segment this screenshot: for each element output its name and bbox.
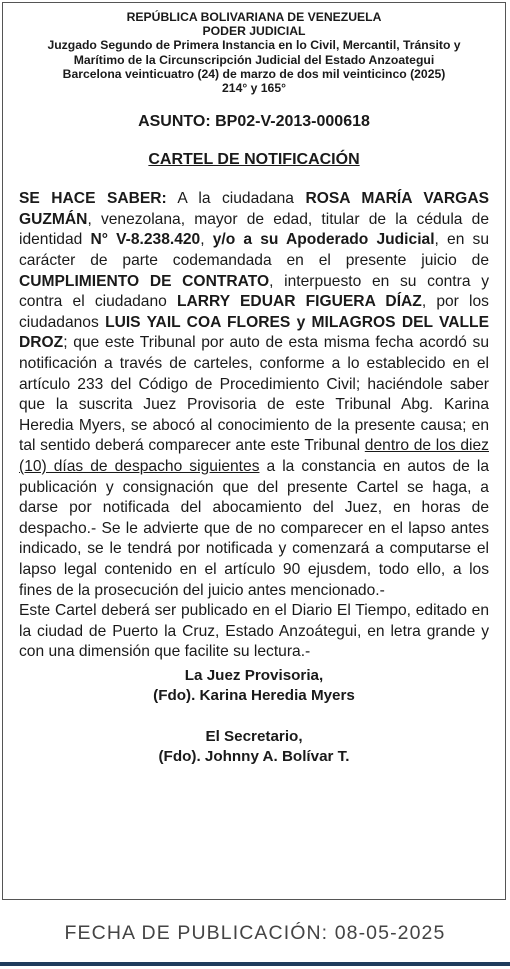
footer-rule xyxy=(0,962,510,966)
header-line-power: PODER JUDICIAL xyxy=(202,24,306,39)
publication-date: FECHA DE PUBLICACIÓN: 08-05-2025 xyxy=(64,922,446,944)
judge-name: (Fdo). Karina Heredia Myers xyxy=(153,687,355,705)
body-text-segment: , por los ciudadanos xyxy=(19,293,489,331)
document-title xyxy=(3,151,505,169)
header-line-jurisdiction: Marítimo de la Circunscripción Judicial del Estado Anzoategui xyxy=(73,52,435,67)
case-type: CUMPLIMIENTO DE CONTRATO xyxy=(19,272,270,290)
body-text-segment: , xyxy=(200,231,213,249)
body-text-segment: , venezolana, mayor de edad, titular de la cédula de identidad xyxy=(19,210,489,249)
lead-phrase: SE HACE SABER: xyxy=(19,190,167,208)
notification-notice xyxy=(2,2,506,900)
notice-body xyxy=(19,189,489,663)
deadline-phrase: dentro de los diez (10) días de despacho siguientes xyxy=(19,437,489,475)
secretary-signature xyxy=(3,727,505,768)
header-line-years: 214° y 165° xyxy=(222,81,286,96)
header-line-country: REPÚBLICA BOLIVARIANA DE VENEZUELA xyxy=(126,10,382,24)
case-number: ASUNTO: BP02-V-2013-000618 xyxy=(138,113,370,131)
court-header xyxy=(3,3,505,95)
id-number: N° V-8.238.420 xyxy=(90,231,201,249)
attorney-phrase: y/o a su Apoderado Judicial xyxy=(212,231,435,249)
body-text-segment: ; que este Tribunal por auto de esta misma fecha acordó su notificación a través de carteles, conforme a lo establecido en el artículo 233 del Código de Procedimiento Civil; haciéndole saber que la suscrita Juez Provisoria de este Tribunal Abg. Karina Heredia Myers, se abocó al conocimiento de la presente causa; en tal sentido deberá comparecer ante este Tribunal xyxy=(19,334,489,455)
body-text-segment: a la constancia en autos de la publicación y consignación que del presente Cartel se haga, a darse por notificada del abocamiento del Juez, en horas de despacho.- Se le advierte que de no comparecer en el lapso antes indicado, se le tendrá por notificada y comenzará a computarse el lapso legal contenido en el artículo 90 ejusdem, todo ello, a los fines de la prosecución del juicio antes mencionado.- xyxy=(19,457,489,599)
body-text-segment: A la ciudadana xyxy=(166,190,306,208)
document-title-text: CARTEL DE NOTIFICACIÓN xyxy=(148,151,360,169)
header-line-court: Juzgado Segundo de Primera Instancia en lo Civil, Mercantil, Tránsito y xyxy=(47,38,461,53)
notice-paragraph-publication: Este Cartel deberá ser publicado en el Diario El Tiempo, editado en la ciudad de Puerto la Cruz, Estado Anzoátegui, en letra grande y con una dimensión que facilite su lectura.- xyxy=(19,602,489,661)
codefendant-name: LARRY EDUAR FIGUERA DÍAZ xyxy=(177,293,422,311)
secretary-title: El Secretario, xyxy=(205,727,303,745)
body-text-segment: , en su carácter de parte codemandada en el presente juicio de xyxy=(19,231,489,269)
defendant-name: ROSA MARÍA VARGAS GUZMÁN xyxy=(19,190,489,228)
judge-title: La Juez Provisoria, xyxy=(184,666,324,684)
body-text-segment: , interpuesto en su contra y contra el ciudadano xyxy=(19,272,489,311)
judge-signature xyxy=(3,666,505,707)
notice-paragraph-main xyxy=(19,189,489,601)
plaintiff-names: LUIS YAIL COA FLORES y MILAGROS DEL VALLE DROZ xyxy=(19,313,489,352)
secretary-name: (Fdo). Johnny A. Bolívar T. xyxy=(158,748,350,766)
header-line-date: Barcelona veinticuatro (24) de marzo de dos mil veinticinco (2025) xyxy=(62,66,446,81)
